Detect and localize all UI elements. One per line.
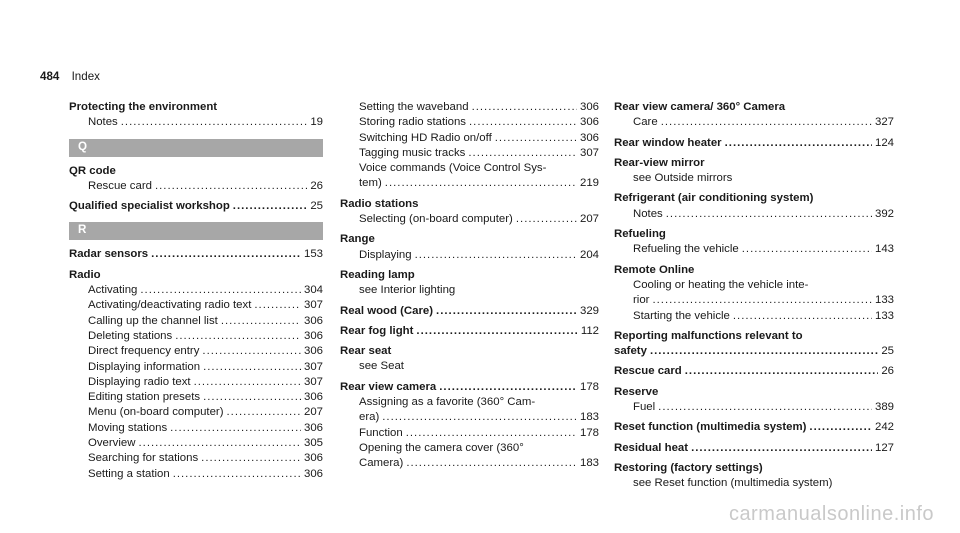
index-subentry xyxy=(340,283,599,298)
page-ref-link[interactable]: 183 xyxy=(579,457,599,470)
page-ref-link[interactable]: 307 xyxy=(303,375,323,388)
entry-text: Care xyxy=(633,116,658,129)
entry-text: Refueling xyxy=(614,228,666,241)
page-ref-link[interactable]: 153 xyxy=(303,248,323,261)
index-subentry xyxy=(614,309,894,324)
dot-leader xyxy=(151,247,301,262)
dot-leader xyxy=(202,344,301,359)
page-ref-link[interactable]: 306 xyxy=(303,345,323,358)
dot-leader xyxy=(406,456,577,471)
index-entry xyxy=(69,199,323,214)
index-subentry xyxy=(69,436,323,451)
index-subentry xyxy=(614,171,894,186)
index-entry xyxy=(614,263,894,278)
index-subentry xyxy=(69,115,323,130)
page-ref-link[interactable]: 389 xyxy=(874,401,894,414)
index-subentry xyxy=(340,176,599,191)
page-ref-link[interactable]: 306 xyxy=(303,391,323,404)
entry-text: Rear window heater xyxy=(614,136,722,149)
index-subentry xyxy=(69,314,323,329)
entry-text: Storing radio stations xyxy=(359,116,467,129)
index-column-1 xyxy=(69,100,323,482)
dot-leader xyxy=(221,314,301,329)
index-entry xyxy=(614,344,894,359)
dot-leader xyxy=(203,360,301,375)
dot-leader xyxy=(650,344,878,359)
index-subentry xyxy=(614,242,894,257)
index-subentry xyxy=(69,467,323,482)
dot-leader xyxy=(666,207,872,222)
dot-leader xyxy=(742,242,872,257)
index-entry xyxy=(614,156,894,171)
entry-text: Residual heat xyxy=(614,441,689,454)
entry-text: era) xyxy=(359,411,380,424)
index-entry xyxy=(614,227,894,242)
entry-text: Rear seat xyxy=(340,345,392,358)
index-entry xyxy=(614,191,894,206)
entry-text: Setting the waveband xyxy=(359,101,469,113)
page-ref-link[interactable]: 143 xyxy=(874,243,894,256)
entry-text: Notes xyxy=(633,207,663,220)
index-subentry xyxy=(340,161,599,176)
dot-leader xyxy=(227,405,301,420)
index-subentry xyxy=(340,100,599,115)
index-entry xyxy=(340,232,599,247)
index-subentry xyxy=(69,375,323,390)
section-label: Index xyxy=(71,70,100,83)
index-subentry xyxy=(69,360,323,375)
page-ref-link[interactable]: 329 xyxy=(579,304,599,317)
dot-leader xyxy=(170,421,301,436)
page-ref-link[interactable]: 306 xyxy=(579,131,599,144)
entry-text: QR code xyxy=(69,164,116,177)
dot-leader xyxy=(652,293,872,308)
index-subentry xyxy=(614,400,894,415)
entry-text: Radio xyxy=(69,268,101,281)
index-subentry xyxy=(69,421,323,436)
index-column-3 xyxy=(614,100,894,492)
index-subentry xyxy=(340,441,599,456)
page-ref-link[interactable]: 307 xyxy=(579,146,599,159)
entry-text: Opening the camera cover (360° xyxy=(359,441,524,454)
entry-text: tem) xyxy=(359,177,382,190)
page-ref-link[interactable]: 306 xyxy=(579,116,599,129)
entry-text: Tagging music tracks xyxy=(359,146,466,159)
page-ref-link[interactable]: 306 xyxy=(303,421,323,434)
page-ref-link[interactable]: 207 xyxy=(303,406,323,419)
dot-leader xyxy=(140,283,301,298)
entry-text: Protecting the environment xyxy=(69,101,218,113)
dot-leader xyxy=(439,380,577,395)
dot-leader xyxy=(436,304,577,319)
index-subentry xyxy=(69,283,323,298)
dot-leader xyxy=(382,410,577,425)
page-ref-link[interactable]: 305 xyxy=(303,437,323,450)
dot-leader xyxy=(469,115,577,130)
dot-leader xyxy=(472,100,577,115)
page-ref-link[interactable]: 178 xyxy=(579,426,599,439)
page-ref-link[interactable]: 204 xyxy=(579,248,599,261)
index-subentry xyxy=(340,248,599,263)
index-subentry xyxy=(340,395,599,410)
entry-text: Rescue card xyxy=(614,365,682,378)
watermark: carmanualsonline.info xyxy=(728,503,934,525)
entry-text: Moving stations xyxy=(88,421,168,434)
entry-text: Starting the vehicle xyxy=(633,309,730,322)
entry-text: Radio stations xyxy=(340,197,419,210)
entry-text: Rear fog light xyxy=(340,324,414,337)
dot-leader xyxy=(194,375,301,390)
page-ref-link[interactable]: 307 xyxy=(303,360,323,373)
entry-text: see Reset function (multimedia system) xyxy=(633,477,833,490)
entry-text: Displaying radio text xyxy=(88,375,191,388)
page-ref-link[interactable]: 127 xyxy=(874,441,894,454)
entry-text: Rear view camera xyxy=(340,380,437,393)
page-ref-link[interactable]: 133 xyxy=(874,309,894,322)
dot-leader xyxy=(415,248,577,263)
entry-text: Displaying xyxy=(359,248,412,261)
dot-leader xyxy=(175,329,301,344)
page-ref-link[interactable]: 25 xyxy=(310,200,323,213)
index-subentry xyxy=(340,410,599,425)
page-header xyxy=(40,70,100,83)
index-subentry xyxy=(340,131,599,146)
page-ref-link[interactable]: 392 xyxy=(874,207,894,220)
entry-text: see Seat xyxy=(359,360,404,373)
dot-leader xyxy=(725,136,872,151)
page-ref-link[interactable]: 306 xyxy=(579,101,599,113)
entry-text: see Interior lighting xyxy=(359,284,456,297)
dot-leader xyxy=(138,436,301,451)
page-ref-link[interactable]: 306 xyxy=(303,467,323,480)
entry-text: Menu (on-board computer) xyxy=(88,406,224,419)
entry-text: Reporting malfunctions relevant to xyxy=(614,329,803,342)
index-subentry xyxy=(69,390,323,405)
entry-text: Assigning as a favorite (360° Cam- xyxy=(359,396,536,409)
index-entry xyxy=(69,164,323,179)
index-subentry xyxy=(614,278,894,293)
entry-text: Reading lamp xyxy=(340,268,415,281)
entry-text: Reset function (multimedia system) xyxy=(614,421,807,434)
page-number: 484 xyxy=(40,70,60,83)
entry-text: Fuel xyxy=(633,401,656,414)
page-ref-link[interactable]: 124 xyxy=(874,136,894,149)
dot-leader xyxy=(155,179,307,194)
page-ref-link[interactable]: 304 xyxy=(303,284,323,297)
entry-text: Calling up the channel list xyxy=(88,314,218,327)
index-entry xyxy=(614,100,894,115)
index-subentry xyxy=(340,212,599,227)
index-entry xyxy=(340,324,599,339)
entry-text: Switching HD Radio on/off xyxy=(359,131,492,144)
dot-leader xyxy=(201,451,301,466)
page-ref-link[interactable]: 26 xyxy=(881,365,894,378)
dot-leader xyxy=(733,309,872,324)
entry-text: Overview xyxy=(88,437,136,450)
entry-text: Rear-view mirror xyxy=(614,156,705,169)
index-subentry xyxy=(614,476,894,491)
dot-leader xyxy=(809,420,872,435)
entry-text: Activating xyxy=(88,284,138,297)
section-letter-bar: R xyxy=(69,222,323,240)
entry-text: Voice commands (Voice Control Sys- xyxy=(359,162,547,175)
entry-text: Refueling the vehicle xyxy=(633,243,739,256)
index-entry xyxy=(69,100,323,115)
entry-text: Remote Online xyxy=(614,263,695,276)
index-entry xyxy=(340,380,599,395)
dot-leader xyxy=(658,400,872,415)
index-subentry xyxy=(69,405,323,420)
dot-leader xyxy=(233,199,308,214)
entry-text: Camera) xyxy=(359,457,404,470)
section-letter-bar: Q xyxy=(69,139,323,157)
index-subentry xyxy=(340,359,599,374)
index-subentry xyxy=(614,293,894,308)
page-ref-link[interactable]: 219 xyxy=(579,177,599,190)
dot-leader xyxy=(385,176,577,191)
index-entry xyxy=(614,385,894,400)
dot-leader xyxy=(468,146,577,161)
entry-text: Activating/deactivating radio text xyxy=(88,299,252,312)
page-ref-link[interactable]: 306 xyxy=(303,314,323,327)
page-ref-link[interactable]: 327 xyxy=(874,116,894,129)
dot-leader xyxy=(254,298,301,313)
index-entry xyxy=(614,364,894,379)
index-entry xyxy=(69,268,323,283)
entry-text: see Outside mirrors xyxy=(633,172,733,185)
index-entry xyxy=(69,247,323,262)
entry-text: rior xyxy=(633,294,650,307)
dot-leader xyxy=(406,426,577,441)
entry-text: Cooling or heating the vehicle inte- xyxy=(633,278,809,291)
page-ref-link[interactable]: 306 xyxy=(303,329,323,342)
entry-text: Qualified specialist workshop xyxy=(69,200,230,213)
page-ref-link[interactable]: 19 xyxy=(310,116,323,129)
index-subentry xyxy=(69,329,323,344)
entry-text: Rear view camera/ 360° Camera xyxy=(614,101,786,113)
index-entry xyxy=(340,304,599,319)
entry-text: Refrigerant (air conditioning system) xyxy=(614,192,814,205)
page-ref-link[interactable]: 307 xyxy=(303,299,323,312)
page-ref-link[interactable]: 112 xyxy=(580,324,599,337)
entry-text: Radar sensors xyxy=(69,248,149,261)
entry-text: Real wood (Care) xyxy=(340,304,434,317)
index-entry xyxy=(614,329,894,344)
dot-leader xyxy=(416,324,577,339)
page-ref-link[interactable]: 133 xyxy=(874,294,894,307)
entry-text: Reserve xyxy=(614,385,659,398)
index-subentry xyxy=(69,298,323,313)
entry-text: Deleting stations xyxy=(88,329,173,342)
index-subentry xyxy=(340,115,599,130)
index-subentry xyxy=(614,207,894,222)
dot-leader xyxy=(685,364,879,379)
page-ref-link[interactable]: 26 xyxy=(310,179,323,192)
dot-leader xyxy=(173,467,301,482)
index-entry xyxy=(614,136,894,151)
index-subentry xyxy=(340,146,599,161)
entry-text: Editing station presets xyxy=(88,391,201,404)
dot-leader xyxy=(516,212,577,227)
entry-text: Notes xyxy=(88,116,118,129)
dot-leader xyxy=(203,390,301,405)
index-entry xyxy=(614,461,894,476)
entry-text: Rescue card xyxy=(88,179,152,192)
entry-text: Selecting (on-board computer) xyxy=(359,213,513,226)
index-entry xyxy=(614,420,894,435)
page-ref-link[interactable]: 183 xyxy=(579,411,599,424)
dot-leader xyxy=(661,115,872,130)
index-entry xyxy=(340,268,599,283)
index-entry xyxy=(340,344,599,359)
index-subentry xyxy=(614,115,894,130)
index-subentry xyxy=(69,344,323,359)
index-subentry xyxy=(340,426,599,441)
page-ref-link[interactable]: 306 xyxy=(303,452,323,465)
entry-text: Range xyxy=(340,233,375,246)
index-subentry xyxy=(69,179,323,194)
entry-text: safety xyxy=(614,345,647,358)
entry-text: Displaying information xyxy=(88,360,201,373)
entry-text: Setting a station xyxy=(88,467,170,480)
page-ref-link[interactable]: 178 xyxy=(579,380,599,393)
index-entry xyxy=(614,441,894,456)
entry-text: Direct frequency entry xyxy=(88,345,200,358)
index-subentry xyxy=(340,456,599,471)
page-ref-link[interactable]: 242 xyxy=(874,421,894,434)
index-entry xyxy=(340,197,599,212)
index-subentry xyxy=(69,451,323,466)
page-ref-link[interactable]: 25 xyxy=(881,345,894,358)
dot-leader xyxy=(495,131,577,146)
entry-text: Restoring (factory settings) xyxy=(614,461,763,474)
entry-text: Function xyxy=(359,426,403,439)
dot-leader xyxy=(691,441,872,456)
index-column-2 xyxy=(340,100,599,472)
entry-text: Searching for stations xyxy=(88,452,199,465)
dot-leader xyxy=(121,115,308,130)
page-ref-link[interactable]: 207 xyxy=(579,213,599,226)
